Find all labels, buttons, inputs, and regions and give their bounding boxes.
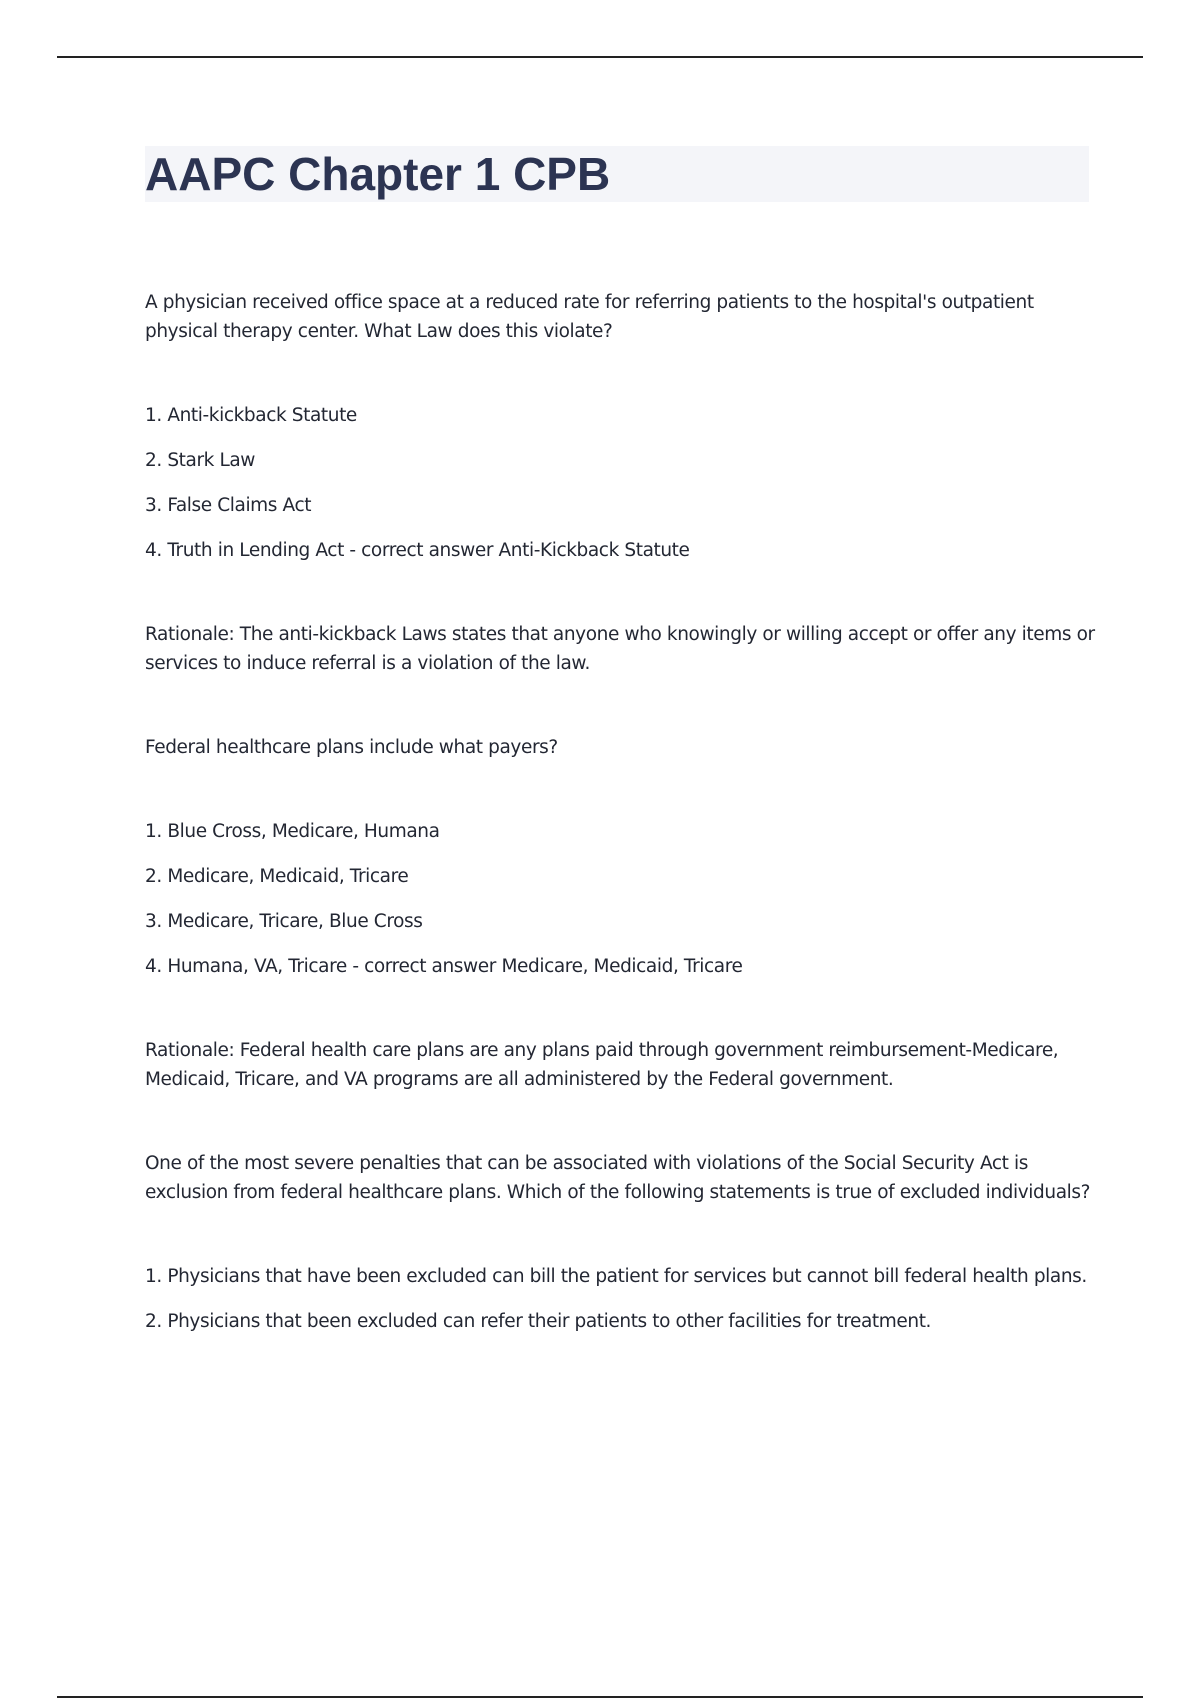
question-1-prompt: A physician received office space at a reduced rate for referring patients to the hospital's outpatient physical therapy center. What Law does this violate? — [145, 292, 1034, 342]
question-1-rationale: Rationale: The anti-kickback Laws states that anyone who knowingly or willing accept or offer any items or services to induce referral is a violation of the law. — [145, 624, 1095, 674]
question-2-option-4: 4. Humana, VA, Tricare - correct answer Medicare, Medicaid, Tricare — [145, 956, 743, 977]
question-1-option-2: 2. Stark Law — [145, 450, 256, 471]
question-3-option-2: 2. Physicians that been excluded can refer their patients to other facilities for treatment. — [145, 1311, 932, 1332]
question-1-option-4: 4. Truth in Lending Act - correct answer Anti-Kickback Statute — [145, 540, 690, 561]
question-1-options — [145, 401, 1095, 565]
bottom-rule — [57, 1696, 1143, 1698]
question-2-options — [145, 817, 1095, 981]
question-2-prompt: Federal healthcare plans include what payers? — [145, 737, 558, 758]
question-3-options — [145, 1262, 1095, 1336]
question-3-option-1: 1. Physicians that have been excluded can bill the patient for services but cannot bill federal health plans. — [145, 1266, 1087, 1287]
question-3-prompt: One of the most severe penalties that can be associated with violations of the Social Security Act is exclusion from federal healthcare plans. Which of the following statements is true of excluded individuals? — [145, 1153, 1091, 1203]
question-1-option-1: 1. Anti-kickback Statute — [145, 405, 357, 426]
question-2-option-1: 1. Blue Cross, Medicare, Humana — [145, 821, 440, 842]
question-2-option-2: 2. Medicare, Medicaid, Tricare — [145, 866, 409, 887]
top-rule — [57, 56, 1143, 58]
question-1-option-3: 3. False Claims Act — [145, 495, 312, 516]
document-body — [145, 288, 1095, 1352]
document-title: AAPC Chapter 1 CPB — [145, 148, 611, 200]
question-2-option-3: 3. Medicare, Tricare, Blue Cross — [145, 911, 423, 932]
question-2-rationale: Rationale: Federal health care plans are any plans paid through government reimbursement-Medicare, Medicaid, Tricare, and VA programs are all administered by the Federal government. — [145, 1040, 1059, 1090]
